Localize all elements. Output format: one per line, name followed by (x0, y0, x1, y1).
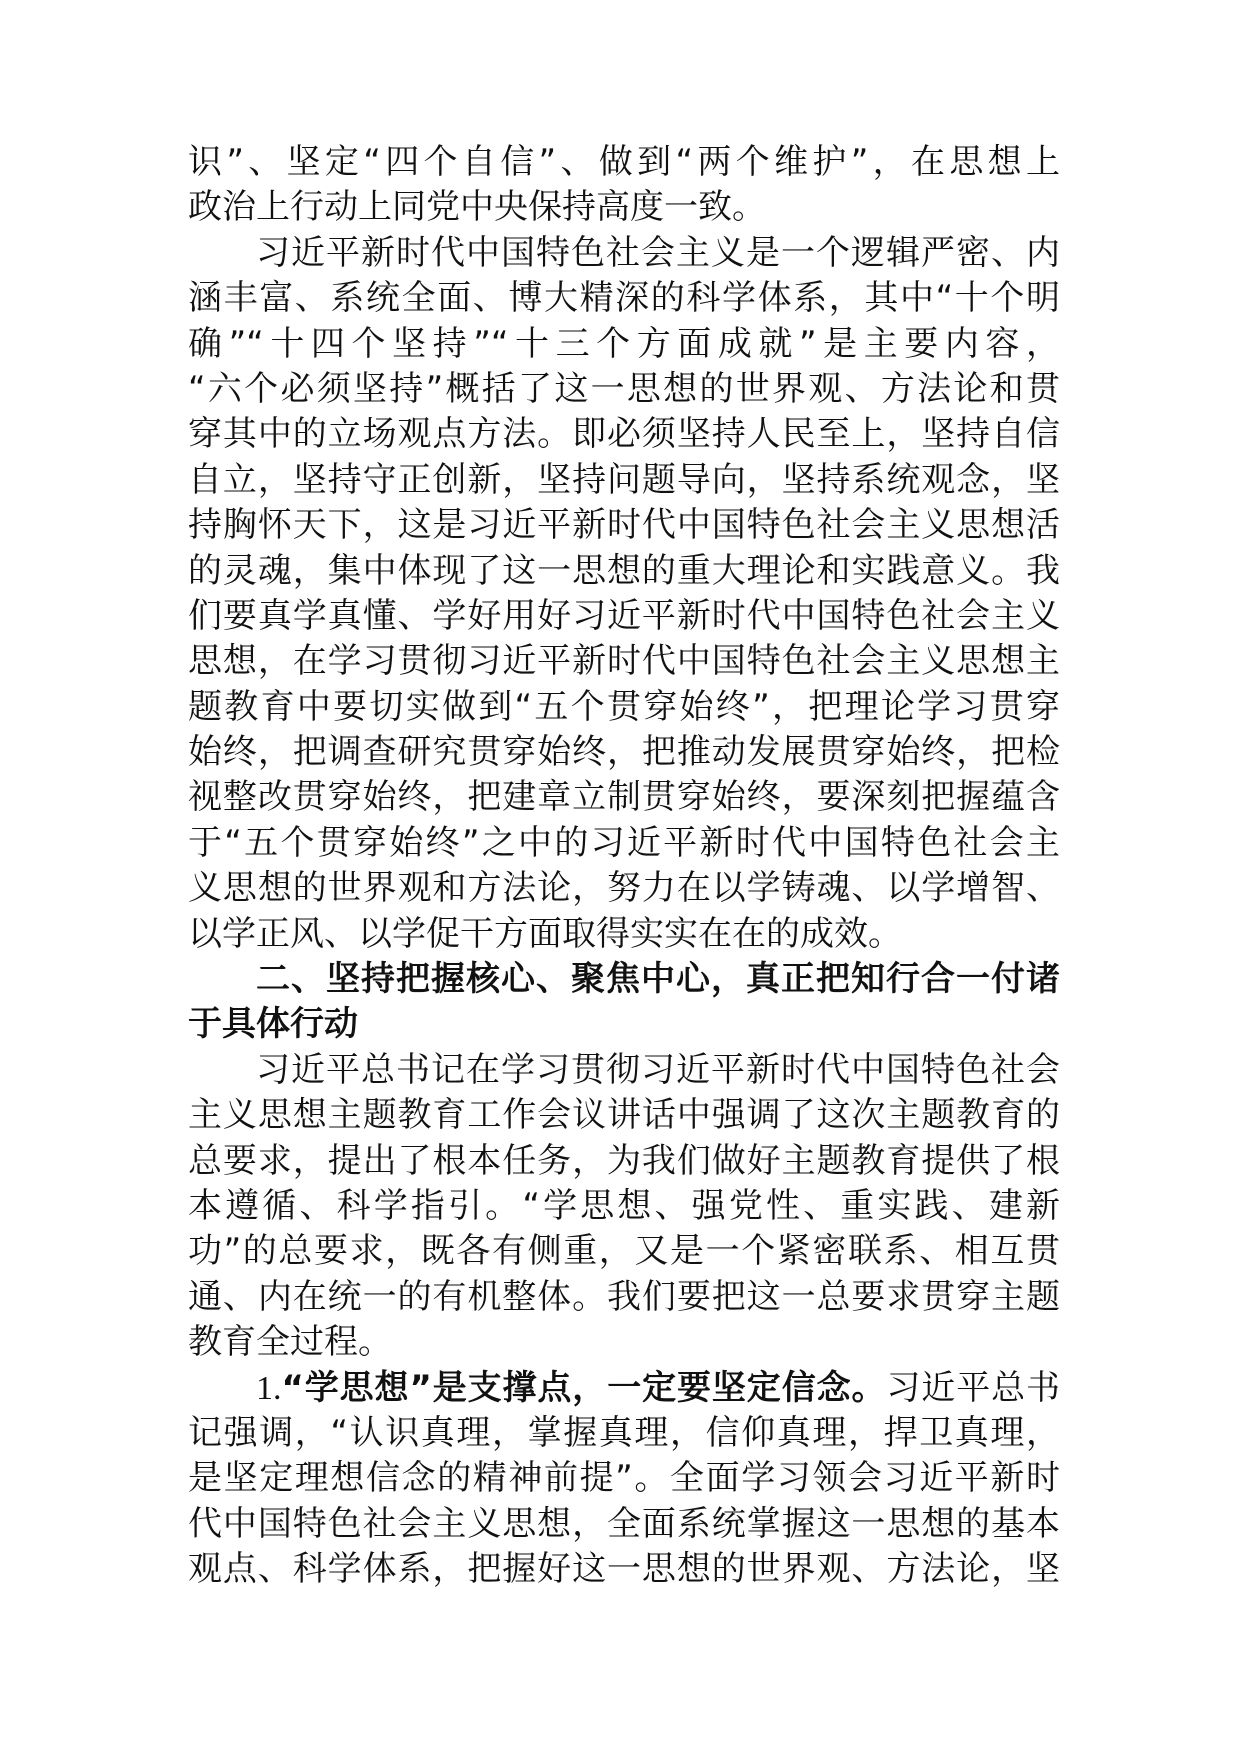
paragraph-3 (188, 1048, 1060, 1366)
text-line: 总要求，提出了根本任务，为我们做好主题教育提供了根 (188, 1140, 1060, 1181)
text-line: 本遵循、科学指引。“学思想、强党性、重实践、建新 (188, 1185, 1060, 1226)
text-line: 穿其中的立场观点方法。即必须坚持人民至上，坚持自信 (188, 414, 1060, 455)
text-line: 记强调，“认识真理，掌握真理，信仰真理，捍卫真理， (188, 1412, 1060, 1453)
text-line: 政治上行动上同党中央保持高度一致。 (188, 187, 766, 228)
text-line: 的灵魂，集中体现了这一思想的重大理论和实践意义。我 (188, 550, 1060, 591)
bold-lead-text: “学思想”是支撑点，一定要坚定信念。 (281, 1367, 887, 1408)
text-line: 教育全过程。 (188, 1322, 392, 1363)
text-line: 观点、科学体系，把握好这一思想的世界观、方法论，坚 (188, 1549, 1060, 1590)
text-line: 视整改贯穿始终，把建章立制贯穿始终，要深刻把握蕴含 (188, 777, 1060, 818)
text-line: 识”、坚定“四个自信”、做到“两个维护”，在思想上 (188, 142, 1060, 182)
paragraph-1 (188, 140, 1060, 231)
text-line: 以学正风、以学促干方面取得实实在在的成效。 (188, 913, 902, 954)
lead-line-rest: 习近平总书 (886, 1367, 1060, 1408)
text-line: 习近平总书记在学习贯彻习近平新时代中国特色社会 (256, 1049, 1060, 1090)
text-line: 主义思想主题教育工作会议讲话中强调了这次主题教育的 (188, 1095, 1060, 1136)
item-number: 1. (256, 1369, 282, 1407)
text-line: 功”的总要求，既各有侧重，又是一个紧密联系、相互贯 (188, 1231, 1060, 1272)
paragraph-4 (188, 1366, 1060, 1593)
section-heading-2 (188, 957, 1060, 1048)
document-page (188, 140, 1060, 1593)
text-line: 通、内在统一的有机整体。我们要把这一总要求贯穿主题 (188, 1276, 1060, 1317)
text-line: 于“五个贯穿始终”之中的习近平新时代中国特色社会主 (188, 822, 1060, 863)
text-line: 们要真学真懂、学好用好习近平新时代中国特色社会主义 (188, 595, 1060, 636)
text-line: 题教育中要切实做到“五个贯穿始终”，把理论学习贯穿 (188, 686, 1060, 727)
text-line (188, 1366, 1060, 1411)
text-line: 习近平新时代中国特色社会主义是一个逻辑严密、内 (256, 232, 1060, 273)
heading-line: 二、坚持把握核心、聚焦中心，真正把知行合一付诸 (256, 959, 1060, 1000)
text-line: 思想，在学习贯彻习近平新时代中国特色社会主义思想主 (188, 641, 1060, 682)
paragraph-2 (188, 231, 1060, 957)
text-line: 持胸怀天下，这是习近平新时代中国特色社会主义思想活 (188, 505, 1060, 546)
text-line: 义思想的世界观和方法论，努力在以学铸魂、以学增智、 (188, 868, 1060, 909)
text-line: 是坚定理想信念的精神前提”。全面学习领会习近平新时 (188, 1458, 1060, 1499)
text-line: 代中国特色社会主义思想，全面系统掌握这一思想的基本 (188, 1503, 1060, 1544)
heading-line: 于具体行动 (188, 1004, 358, 1045)
text-line: 确”“十四个坚持”“十三个方面成就”是主要内容， (188, 323, 1060, 364)
text-line: 自立，坚持守正创新，坚持问题导向，坚持系统观念，坚 (188, 459, 1060, 500)
text-line: “六个必须坚持”概括了这一思想的世界观、方法论和贯 (188, 368, 1060, 409)
text-line: 涵丰富、系统全面、博大精深的科学体系，其中“十个明 (188, 278, 1060, 319)
text-line: 始终，把调查研究贯穿始终，把推动发展贯穿始终，把检 (188, 732, 1060, 773)
